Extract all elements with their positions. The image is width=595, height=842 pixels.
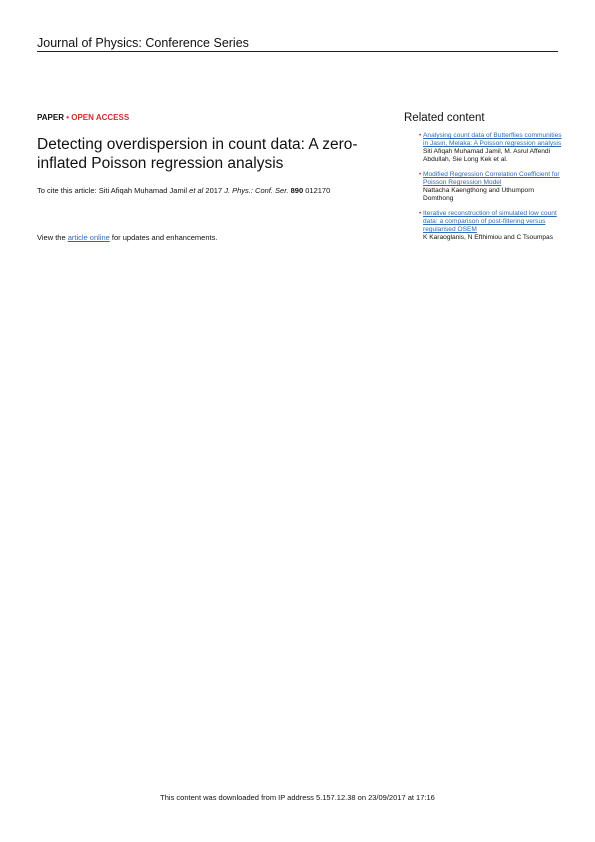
article-title-line-1: Detecting overdispersion in count data: A zero- [37,136,358,153]
citation-year: 2017 [203,186,225,195]
related-item [404,210,564,242]
open-access-badge: OPEN ACCESS [71,113,130,122]
citation-etal: et al [189,186,204,195]
journal-title: Journal of Physics: Conference Series [37,36,249,50]
related-item-authors: K Karaoglanis, N Efthimiou and C Tsoumpas [423,234,553,241]
bullet-icon: • [419,210,422,217]
related-content-list [404,132,564,242]
related-item-link[interactable]: Analysing count data of Butterflies communities in Jasin, Melaka: A Poisson regression analysis [423,132,562,147]
related-item-authors: Nattacha Kaengthong and Uthumporn Domthong [423,187,535,202]
article-type-label [37,113,129,122]
label-separator: • [66,113,70,122]
related-content-panel [404,112,564,249]
related-item-link[interactable]: Iterative reconstruction of simulated low count data: a comparison of post-filtering versus regularised OSEM [423,210,557,233]
related-content-heading: Related content [404,112,485,124]
related-item [404,171,564,203]
article-title-line-2: inflated Poisson regression analysis [37,154,284,172]
view-after: for updates and enhancements. [109,233,218,242]
header-divider [37,51,558,52]
bullet-icon: • [419,171,422,178]
paper-type: PAPER [37,113,64,122]
bullet-icon: • [419,132,422,139]
citation-journal: J. Phys.: Conf. Ser. [224,186,289,195]
related-item [404,132,564,164]
citation-line [37,186,330,195]
citation-volume: 890 [290,186,304,195]
article-online-link[interactable]: article online [67,233,110,242]
citation-article-number: 012170 [303,186,331,195]
article-title [37,136,382,173]
view-before: View the [37,233,68,242]
related-item-authors: Siti Afiqah Muhamad Jamil, M. Asrul Affendi Abdullah, Sie Long Kek et al. [423,148,551,163]
download-footer: This content was downloaded from IP address 5.157.12.38 on 23/09/2017 at 17:16 [160,793,435,802]
view-online-line [37,233,217,242]
citation-prefix: To cite this article: Siti Afiqah Muhamad Jamil [37,186,190,195]
related-item-link[interactable]: Modified Regression Correlation Coefficient for Poisson Regression Model [423,171,560,186]
